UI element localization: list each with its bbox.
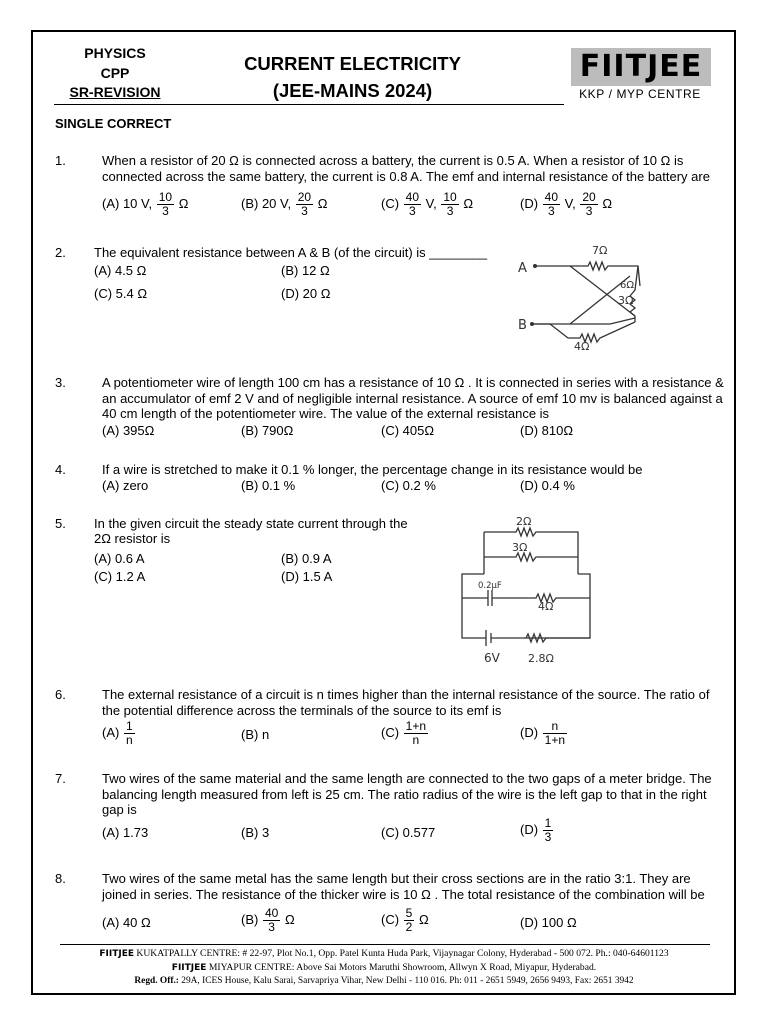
resistor-label-3: 3Ω: [512, 541, 528, 554]
option-b: (B) 790Ω: [241, 423, 294, 438]
footer-line-kukatpally: FIITJEE KUKATPALLY CENTRE: # 22-97, Plot No.1, Opp. Patel Kunta Huda Park, Vijaynagar Colony, Hyderabad - 500 072. Ph.: 040-64601123: [99, 948, 669, 959]
option-b: (B) $\frac{40}{3}$ Ω: [241, 906, 295, 934]
question-number: 3.: [55, 375, 66, 390]
option-c: (C) $\frac{40}{3}$ V, $\frac{10}{3}$ Ω: [381, 190, 474, 218]
option-d: (D) 20 Ω: [281, 286, 331, 301]
option-b: (B) 0.1 %: [241, 478, 296, 493]
question-number: 2.: [55, 245, 66, 260]
footer-line-regd-office: Regd. Off.: 29A, ICES House, Kalu Sarai, Sarvapriya Vihar, New Delhi - 110 016. Ph: 011 - 2651 5949, 2656 9493, Fax: 2651 3942: [134, 976, 634, 986]
centre-label: KKP / MYP CENTRE: [579, 87, 701, 101]
question-number: 4.: [55, 462, 66, 477]
question-text: The external resistance of a circuit is n times higher than the internal resistance of the source. The ratio of the potential difference across the terminals of the source to its emf is: [102, 687, 710, 718]
option-a: (A) 395Ω: [102, 423, 155, 438]
option-d: (D) $\frac{1}{3}$: [520, 816, 552, 844]
option-b: (B) 3: [241, 825, 270, 840]
option-d: (D) 810Ω: [520, 423, 574, 438]
option-d: (D) 1.5 A: [281, 569, 333, 584]
header-rule: [54, 104, 564, 105]
question-number: 6.: [55, 687, 66, 702]
option-c: (C) $\frac{1+n}{n}$: [381, 719, 427, 747]
resistor-label-3: 3Ω: [618, 294, 634, 307]
option-c: (C) 1.2 A: [94, 569, 146, 584]
capacitor-label: 0.2μF: [478, 581, 502, 591]
option-d: (D) $\frac{n}{1+n}$: [520, 719, 566, 747]
option-d: (D) 0.4 %: [520, 478, 575, 493]
option-a: (A) $\frac{1}{n}$: [102, 719, 133, 747]
resistor-label-2-8: 2.8Ω: [528, 652, 554, 665]
option-c: (C) 5.4 Ω: [94, 286, 148, 301]
question-text: The equivalent resistance between A & B (of the circuit) is ________: [94, 245, 488, 260]
logo-text: FIITJEE: [579, 49, 703, 84]
option-a: (A) 1.73: [102, 825, 149, 840]
document-title: CURRENT ELECTRICITY: [244, 53, 461, 74]
document-title-block: [215, 50, 490, 104]
option-a: (A) 4.5 Ω: [94, 263, 147, 278]
node-b-label: B: [518, 318, 527, 333]
question-number: 1.: [55, 153, 66, 168]
option-a: (A) 10 V, $\frac{10}{3}$ Ω: [102, 190, 189, 218]
node-b: [530, 322, 534, 326]
option-b: (B) 0.9 A: [281, 551, 332, 566]
bridge-circuit-diagram: [510, 238, 652, 353]
option-d: (D) $\frac{40}{3}$ V, $\frac{20}{3}$ Ω: [520, 190, 613, 218]
option-a: (A) zero: [102, 478, 149, 493]
subject-line: CPP: [100, 64, 130, 81]
rc-circuit-diagram: [456, 512, 596, 668]
question-text: When a resistor of 20 Ω is connected across a battery, the current is 0.5 A. When a resistor of 10 Ω is connected across the same battery, the current is 0.8 A. The emf and internal resistance of the battery are: [102, 153, 710, 184]
option-c: (C) 405Ω: [381, 423, 435, 438]
resistor-label-6: 6Ω: [620, 280, 635, 291]
question-text: Two wires of the same material and the same length are connected to the two gaps of a meter bridge. The balancing length measured from left is 25 cm. The ratio radius of the wire is the left gap to that in the right gap is: [102, 771, 712, 817]
resistor-label-4: 4Ω: [538, 600, 554, 613]
document-subtitle: (JEE-MAINS 2024): [272, 80, 433, 101]
footer-brand: FIITJEE: [171, 963, 207, 973]
question-number: 5.: [55, 516, 66, 531]
fiitjee-logo: [571, 48, 711, 86]
question-number: 8.: [55, 871, 66, 886]
footer-brand: FIITJEE: [99, 949, 135, 959]
option-a: (A) 0.6 A: [94, 551, 145, 566]
resistor-label-7: 7Ω: [592, 244, 608, 257]
battery-label: 6V: [484, 651, 500, 665]
option-b: (B) n: [241, 727, 270, 742]
option-c: (C) 0.577: [381, 825, 436, 840]
footer-rule: [60, 944, 710, 945]
section-title: SINGLE CORRECT: [55, 116, 172, 131]
footer-line-miyapur: FIITJEE MIYAPUR CENTRE: Above Sai Motors Maruthi Showroom, Allwyn X Road, Miyapur, Hyderabad.: [171, 962, 597, 973]
question-text: A potentiometer wire of length 100 cm has a resistance of 10 Ω . It is connected in series with a resistance & an accumulator of emf 2 V and of negligible internal resistance. A source of emf 10 mv is balanced against a 40 cm length of the potentiometer wire. The value of the external resistance is: [102, 375, 724, 421]
subject-line: SR-REVISION: [69, 84, 161, 100]
question-text: Two wires of the same metal has the same length but their cross sections are in the ratio 3:1. They are joined in series. The resistance of the thicker wire is 10 Ω . The total resistance of the combination will be: [102, 871, 705, 902]
node-a: [533, 264, 537, 268]
subject-label: [50, 44, 180, 103]
question-text: In the given circuit the steady state current through the: [94, 516, 408, 531]
question-text: If a wire is stretched to make it 0.1 % longer, the percentage change in its resistance would be: [102, 462, 643, 477]
node-a-label: A: [518, 261, 527, 276]
question-number: 7.: [55, 771, 66, 786]
option-c: (C) 0.2 %: [381, 478, 436, 493]
question-text-line2: 2Ω resistor is: [94, 531, 171, 546]
option-a: (A) 40 Ω: [102, 915, 151, 930]
resistor-label-2: 2Ω: [516, 515, 532, 528]
subject-line: PHYSICS: [84, 45, 146, 61]
option-c: (C) $\frac{5}{2}$ Ω: [381, 906, 429, 934]
option-b: (B) 12 Ω: [281, 263, 330, 278]
option-b: (B) 20 V, $\frac{20}{3}$ Ω: [241, 190, 328, 218]
resistor-label-4: 4Ω: [574, 340, 590, 353]
option-d: (D) 100 Ω: [520, 915, 577, 930]
